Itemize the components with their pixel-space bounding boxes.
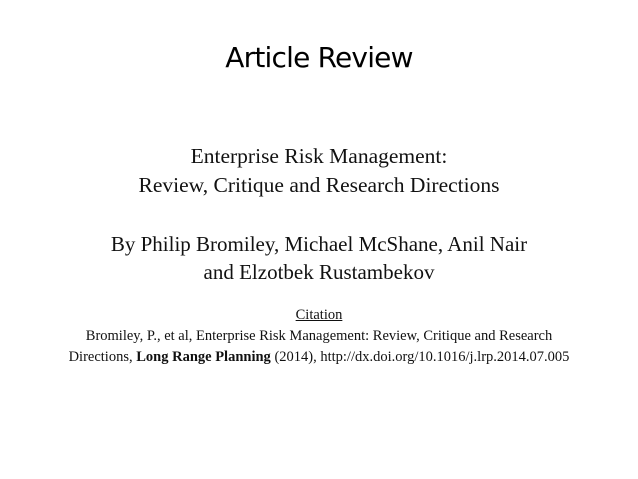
journal-name: Long Range Planning	[136, 349, 271, 365]
authors-line-2: and Elzotbek Rustambekov	[203, 260, 435, 284]
authors-line-1: By Philip Bromiley, Michael McShane, Anil Nair	[110, 232, 528, 256]
article-title-line-1: Enterprise Risk Management:	[190, 144, 448, 168]
slide-title: Article Review	[225, 41, 413, 74]
citation-line-1: Bromiley, P., et al, Enterprise Risk Management: Review, Critique and Research	[85, 328, 553, 344]
article-title-line-2: Review, Critique and Research Directions	[138, 173, 500, 197]
citation-block	[0, 305, 638, 368]
citation-line-2-suffix: (2014), http://dx.doi.org/10.1016/j.lrp.2014.07.005	[270, 349, 570, 365]
citation-heading: Citation	[295, 307, 343, 323]
citation-line-2	[0, 347, 638, 368]
citation-line-2-prefix: Directions,	[68, 349, 137, 365]
article-title	[0, 142, 638, 200]
authors	[0, 230, 638, 286]
